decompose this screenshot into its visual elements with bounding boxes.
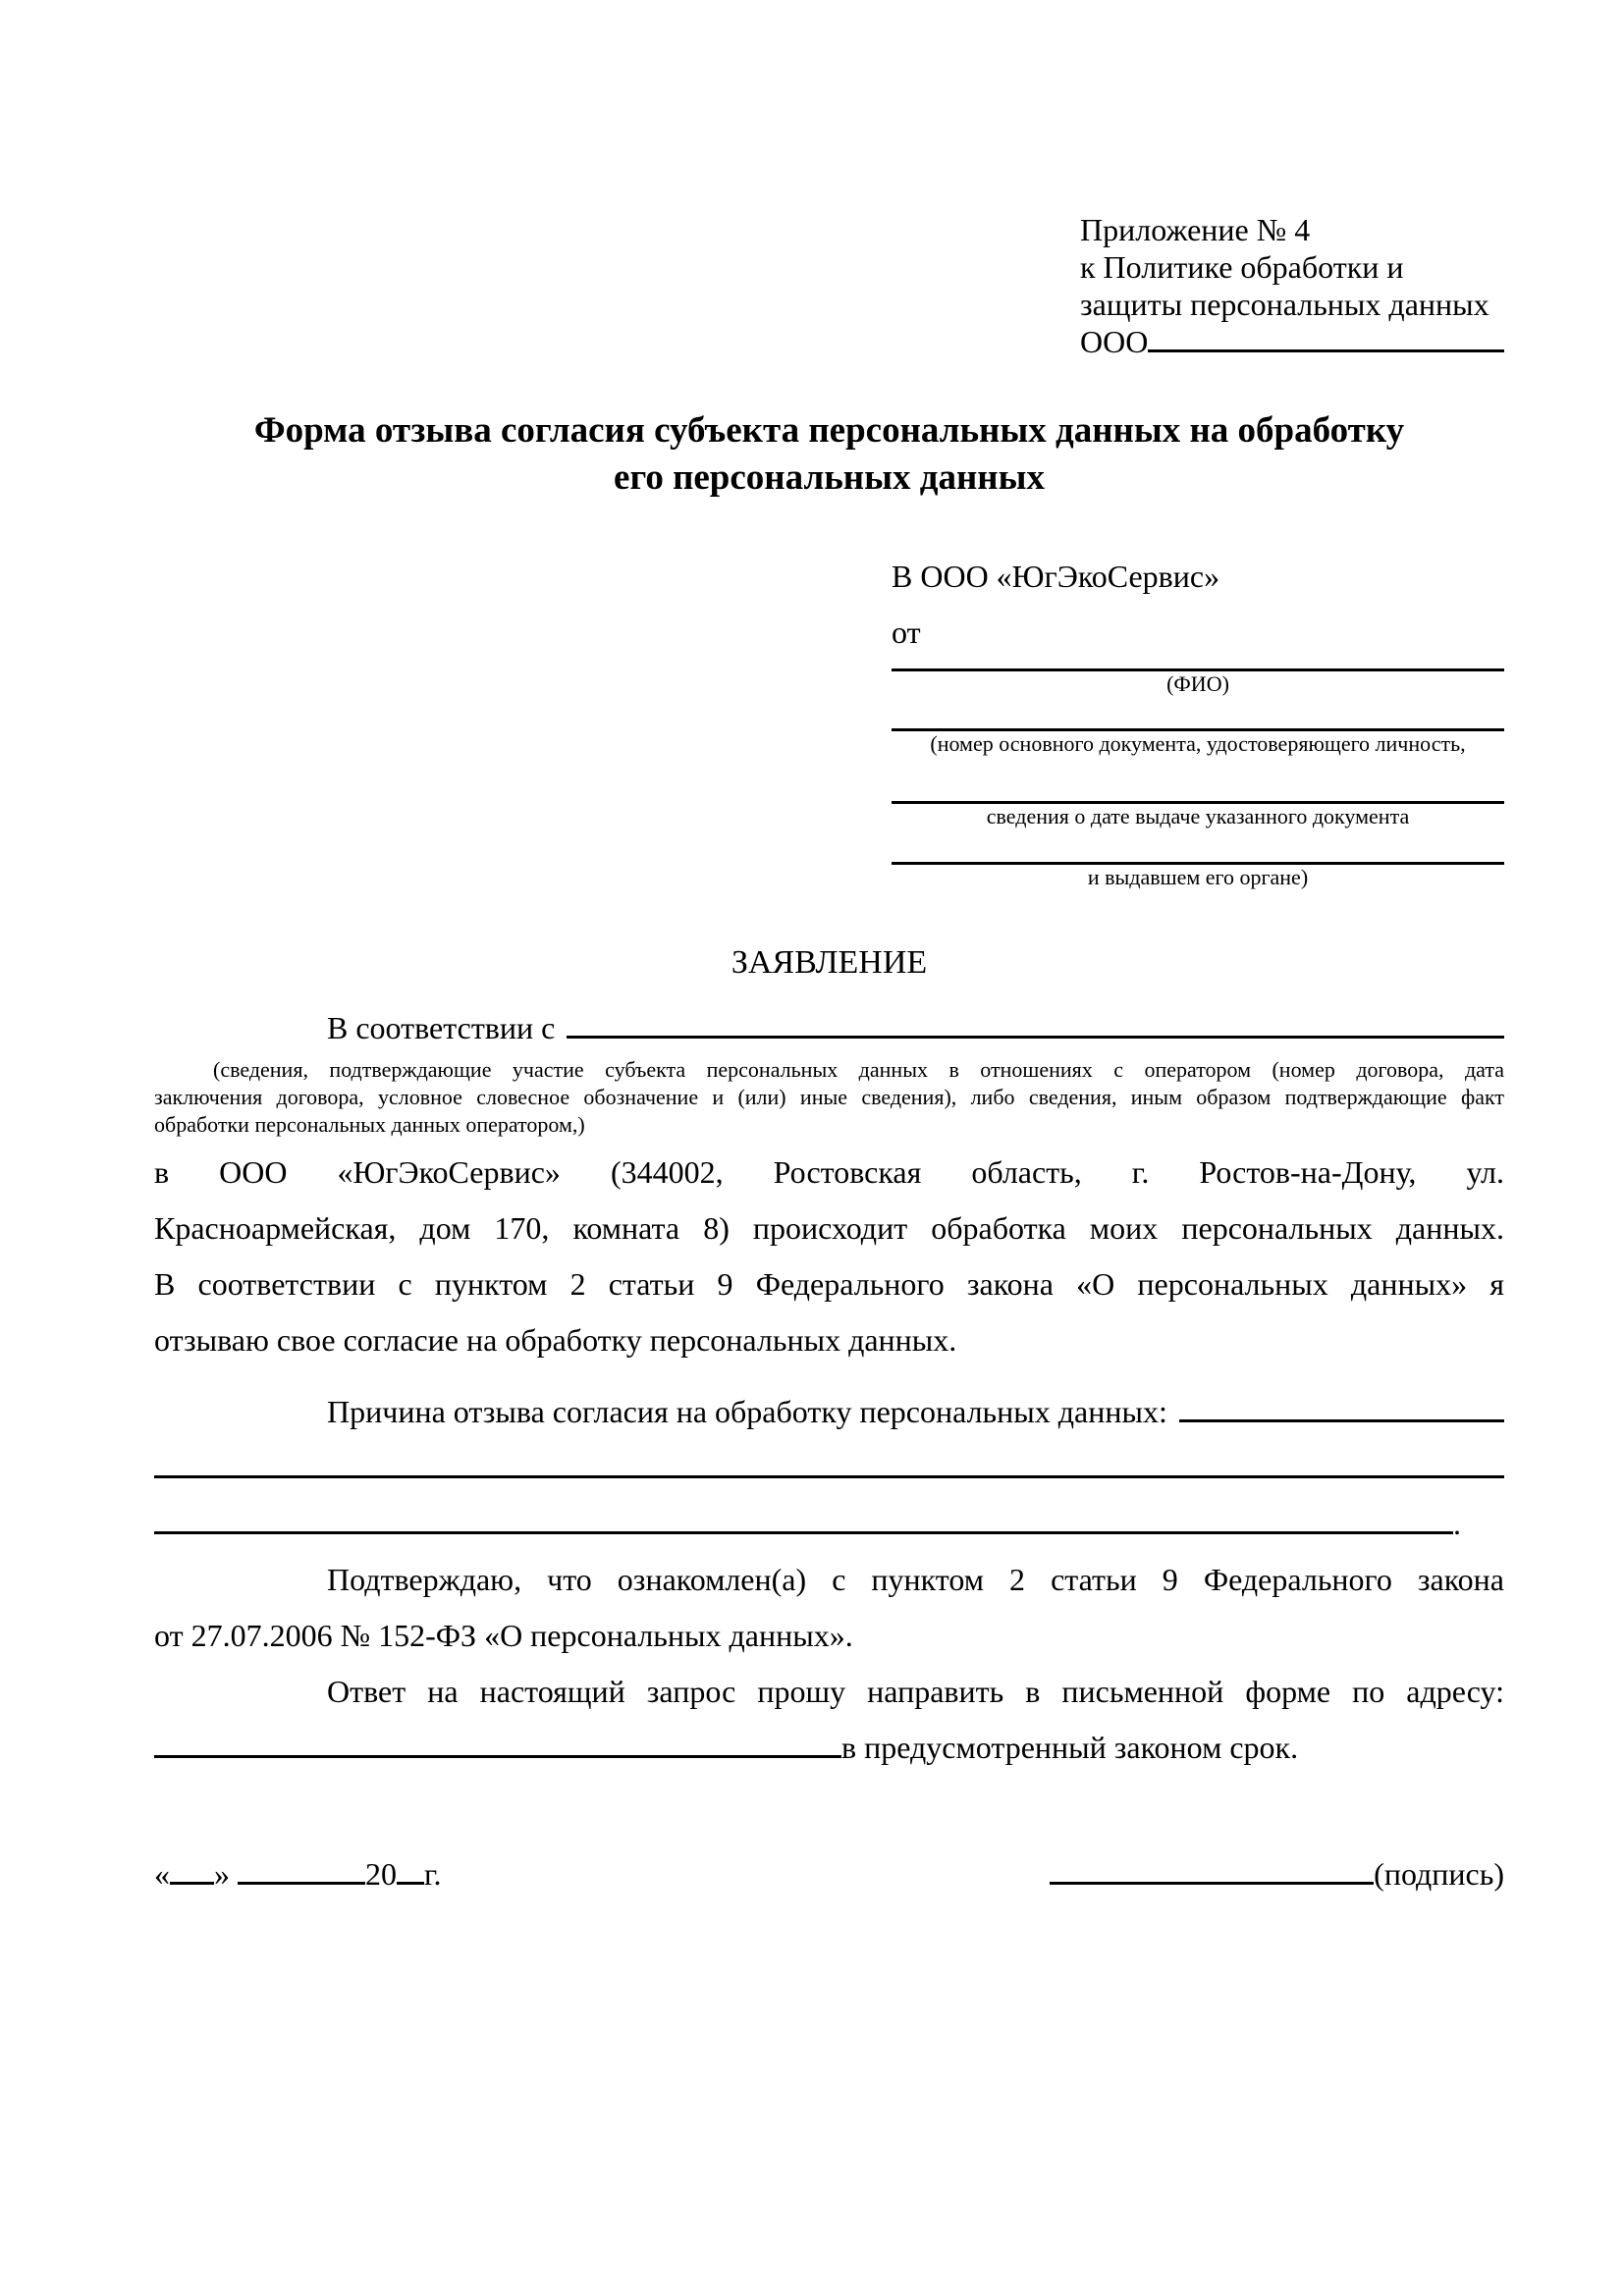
annex-line-1: Приложение № 4 (1080, 212, 1311, 247)
note-line-2: заключения договора, условное словесное обозначение и (или) иные сведения), либо сведения, иным образом подтверждающие факт (154, 1085, 1504, 1109)
page-title (154, 407, 1504, 502)
reason-terminator: . (1453, 1506, 1461, 1541)
page-title-line-2: его персональных данных (614, 457, 1045, 498)
body-paragraph (154, 1145, 1504, 1368)
reply-tail: в предусмотренный законом срок. (841, 1730, 1299, 1765)
accordance-note (154, 1056, 1504, 1139)
annex-line-2: к Политике обработки и (1080, 249, 1404, 285)
reason-row (154, 1384, 1504, 1440)
statement-heading: ЗАЯВЛЕНИЕ (731, 944, 928, 981)
accordance-blank-line (567, 1036, 1504, 1039)
annex-header (1080, 211, 1504, 360)
body-line-2: Красноармейская, дом 170, комната 8) происходит обработка моих персональных данных. (154, 1210, 1504, 1246)
doc-issuer-caption: и выдавшем его органе) (1087, 865, 1309, 889)
date-year-blank (397, 1880, 424, 1885)
accordance-row (154, 1000, 1504, 1056)
note-line-3: обработки персональных данных оператором,) (154, 1112, 585, 1137)
annex-org-label: ООО (1080, 324, 1149, 359)
doc-date-field (892, 801, 1504, 829)
reply-address-blank-line (154, 1755, 841, 1758)
date-quote-close: » (214, 1856, 230, 1892)
accordance-lead: В соответствии с (327, 1010, 556, 1045)
signature-group (1050, 1846, 1504, 1902)
reason-blank-line-2 (154, 1475, 1504, 1478)
signature-blank-line (1050, 1880, 1374, 1885)
doc-issuer-field (892, 862, 1504, 890)
addressee-from-label: от (892, 614, 921, 650)
body-line-1: в ООО «ЮгЭкоСервис» (344002, Ростовская область, г. Ростов-на-Дону, ул. (154, 1154, 1504, 1190)
reason-lead: Причина отзыва согласия на обработку персональных данных: (327, 1394, 1167, 1429)
confirm-line-2: от 27.07.2006 № 152-ФЗ «О персональных данных». (154, 1618, 853, 1653)
doc-date-caption: сведения о дате выдаче указанного документа (986, 804, 1410, 828)
reason-blank-row-3 (154, 1496, 1504, 1552)
page-title-line-1: Форма отзыва согласия субъекта персональных данных на обработку (253, 410, 1405, 451)
annex-line-3: защиты персональных данных (1080, 287, 1489, 322)
date-day-blank (170, 1880, 214, 1885)
reply-lead: Ответ на настоящий запрос прошу направить в письменной форме по адресу: (327, 1674, 1504, 1709)
signature-caption: (подпись) (1374, 1856, 1504, 1892)
confirm-line-1: Подтверждаю, что ознакомлен(а) с пунктом 2 статьи 9 Федерального закона (327, 1562, 1504, 1597)
annex-org-line (1080, 323, 1504, 360)
reason-blank-line-1 (1179, 1419, 1504, 1422)
reply-address-row (154, 1720, 1504, 1776)
date-month-blank (238, 1880, 365, 1885)
doc-number-caption: (номер основного документа, удостоверяющего личность, (930, 731, 1466, 756)
addressee-to: В ООО «ЮгЭкоСервис» (892, 559, 1220, 594)
reason-blank-row-2 (154, 1440, 1504, 1496)
fio-field (892, 668, 1504, 697)
body-line-4: отзываю свое согласие на обработку персональных данных. (154, 1322, 957, 1358)
addressee-block (892, 549, 1504, 890)
body-line-3: В соответствии с пунктом 2 статьи 9 Федерального закона «О персональных данных» я (154, 1266, 1504, 1302)
fio-caption: (ФИО) (1166, 671, 1229, 696)
date-signature-row (154, 1846, 1504, 1902)
date-group (154, 1846, 442, 1902)
note-line-1: (сведения, подтверждающие участие субъекта персональных данных в отношениях с оператором (номер договора, дата (213, 1057, 1504, 1082)
confirm-paragraph (154, 1552, 1504, 1664)
doc-number-field (892, 728, 1504, 757)
date-year-prefix: 20 (365, 1856, 397, 1892)
date-quote-open: « (154, 1856, 170, 1892)
org-name-blank-line (1148, 349, 1504, 352)
date-year-suffix: г. (424, 1856, 442, 1892)
reason-blank-line-3 (154, 1531, 1453, 1534)
